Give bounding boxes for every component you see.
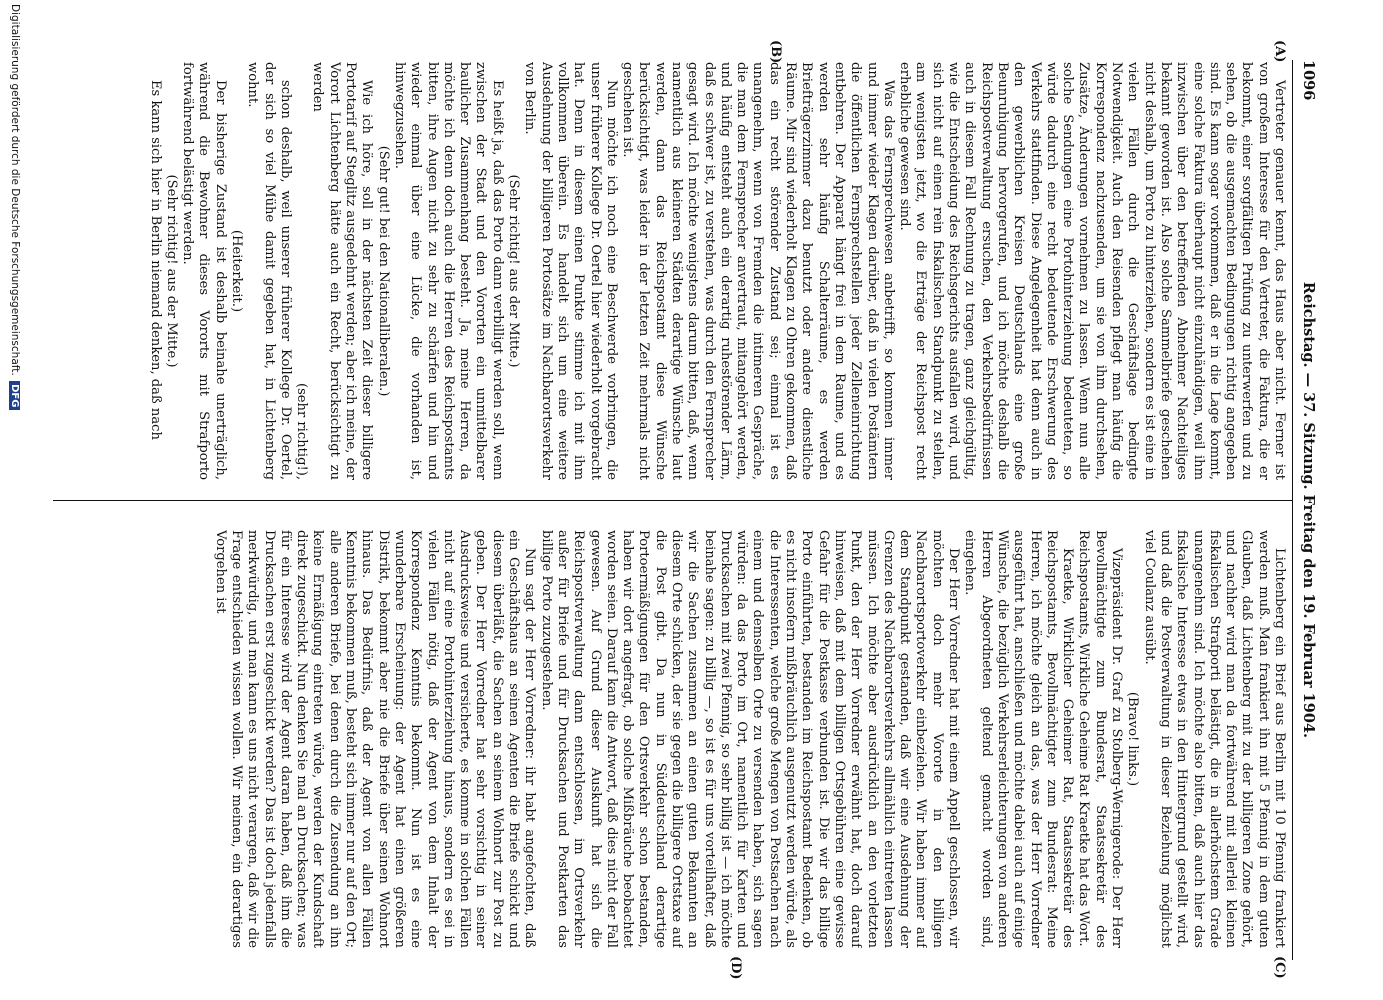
left-paragraph: schon deshalb, weil unserer früherer Kollege Dr. Oertel, der sich so viel Mühe damit gegeben hat, in Lichtenberg wohnt. [245,62,293,480]
page-header [1295,60,1317,960]
footer [9,4,21,410]
right-paragraph: Kraetke, Wirklicher Geheimer Rat, Staatssekretär des Reichspostamts, Bevollmächtigter zum Bundesrat: Meine Herren, ich möchte gleich an das, was der Herr Vorredner ausgeführt hat, anschließen und möchte dabei auch auf einige Wünsche, die bezüglich Verkehrserleichterungen von anderen Herren Abgeordneten geltend gemacht worden sind, eingehen. [962,530,1076,948]
left-paragraph: (Sehr richtig! aus der Mitte.) [506,174,522,368]
left-paragraph: (Sehr richtig! aus der Mitte.) [163,174,179,368]
margin-marker-b: (B) [768,40,783,64]
left-paragraph: (Heiterkeit.) [229,229,244,313]
right-paragraph: Lichtenberg ein Brief aus Berlin mit 10 Pfennig frankiert werden muß. Man frankiert ihn mit 5 Pfennig in dem guten Glauben, daß Lichtenberg mit zu der billigeren Zone gehört, und nachher wird man da fortwährend mit allerlei kleinen fiskalischen Strafporti belästigt, die in allerhöchstem Grade unangenehm sind. Ich möchte also bitten, daß auch hier das fiskalische Interesse etwas in den Hintergrund gestellt wird, und daß die Postverwaltung in dieser Beziehung möglichst viel Coulanz ausübt. [1141,530,1287,948]
dfg-logo: DFG [9,381,20,410]
left-paragraph: (Sehr gut! bei den Nationalliberalen.) [375,145,391,397]
left-paragraph: (sehr richtig!), [294,382,310,480]
column-divider [53,500,1293,501]
left-paragraph: Es heißt ja, daß das Porto dann verbilligt werden soll, wenn zwischen der Stadt und den Vororten ein unmittelbarer baulicher Zusammenhang besteht. Ja, meine Herren, da möchte ich denn doch auch die Herren des Reichspostamts bitten, ihre Augen nicht zu sehr zu schärfen und hin und wieder einmal über eine Lücke, die vorhanden ist, hinwegzusehen. [391,62,505,480]
right-paragraph: Nun sagt der Herr Vorredner: ihr habt angefochten, daß ein Geschäftshaus an seinen Agenten die Briefe schickt und diesem überläßt, die Sachen an seinem Wohnort zur Post zu geben. Der Herr Vorredner hat sehr vorsichtig in seiner Ausdrucksweise und versicherte, es komme in solchen Fällen nicht auf eine Portohinterziehung hinaus, sondern es sei in vielen Fällen nötig, daß der Agent von dem Inhalt der Korrespondenz Kenntnis bekommt. Nun ist es eine wunderbare Erscheinung: der Agent hat einen größeren Distrikt, bekommt aber nie die Briefe über seinen Wohnort hinaus. Das Bedürfnis, daß der Agent von allen Fällen Kenntnis bekommen muß, besteht sich immer nur auf den Ort; alle anderen Briefe, bei denen durch die Zusendung an ihn keine Ermäßigung eintreten würde, werden der Kundschaft direkt zugeschickt. Nun denken Sie mal an Drucksachen; was für ein Interesse wird der Agent daran haben, daß ihm die Drucksachen erst zugeschickt werden? Das ist doch jedenfalls merkwürdig, und man kann es uns nicht verargen, daß wir die Frage entschieden wissen wollen. Wir meinen, ein derartiges Vorgehen ist [212,530,538,948]
right-paragraph: (Bravo! links.) [1125,691,1141,787]
left-paragraph: Es kann sich hier in Berlin niemand denken, daß nach [147,80,163,440]
left-paragraph: Wie ich höre, soll in der nächsten Zeit dieser billigere Portotarif auf Steglitz ausgedehnt werden; aber ich meine, der Vorort Lichtenberg hätte auch ein Recht, berücksichtigt zu werden [310,62,375,480]
page-title: Reichstag. — 37. Sitzung. Freitag den 19. Februar 1904. [1300,281,1317,739]
margin-marker-d: (D) [728,956,743,980]
footer-text: Digitalisierung gefördert durch die Deutsche Forschungsgemeinschaft. [9,4,21,376]
margin-marker-a: (A) [1272,40,1287,63]
left-paragraph: Der bisherige Zustand ist deshalb beinahe unerträglich, während die Bewohner dieses Vororts mit Strafporto fortwährend belästigt werden. [180,62,228,480]
header-rule [1292,60,1293,960]
margin-marker-c: (C) [1272,956,1287,979]
right-paragraph: Vizepräsident Dr. Graf zu Stolberg-Wernigerode: Der Herr Bevollmächtigte zum Bundesrat, Staatssekretär des Reichspostamts, Wirkliche Geheime Rat Kraetke hat das Wort. [1076,530,1125,948]
left-paragraph: Vertreter genauer kennt, das Haus aber nicht. Ferner ist von großem Interesse für den Vertreter, die Faktura, die er bekommt, einer sorgfältigen Prüfung zu unterwerfen und zu sehen, ob die ausgemachten Bedingungen richtig angegeben sind. Es kann sogar vorkommen, daß er in die Lage kommt, eine solche Faktura überhaupt nicht einzuhändigen, weil ihm inzwischen über den betreffenden Abnehmer Nachteiliges bekannt geworden ist. Also solche Sammelbriefe geschehen nicht deshalb, um Porto zu hinterziehen, sondern es ist eine in vielen Fällen durch die Geschäftslage bedingte Notwendigkeit. Auch den Reisenden pflegt man häufig die Korrespondenz nachzusenden, um sie von ihm durchsehen, Zusätze, Änderungen vornehmen zu lassen. Wenn nun alle solche Sendungen eine Portohinterziehung bedeuteten, so würde dadurch eine recht bedeutende Erschwerung des Verkehrs stattfinden. Diese Angelegenheit hat denn auch in den gewerblichen Kreisen Deutschlands eine große Beunruhigung hervorgerufen, und ich möchte deshalb die Reichspostverwaltung ersuchen, den Verkehrsbedürfnissen auch in diesem Fall Rechnung zu tragen, ganz gleichgültig, wie die Entscheidung des Reichsgerichts ausfallen wird, und sich nicht auf einen rein fiskalischen Standpunkt zu stellen, am wenigsten jetzt, wo die Erträge der Reichspost recht erhebliche gewesen sind. [897,62,1287,480]
right-column [57,530,1287,948]
left-paragraph: Nun möchte ich noch eine Beschwerde vorbringen, die unser früherer Kollege Dr. Oertel hier wiederholt vorgebracht hat. Denn in diesem einen Punkte stimme ich mit ihm vollkommen überein. Es handelt sich um eine weitere Ausdehnung der billigeren Portosätze im Nachbarortsverkehr von Berlin. [522,62,619,480]
right-paragraph: Der Herr Vorredner hat mit einem Appell geschlossen, wir möchten doch mehr Vororte in den billigen Nachbarortsportoverkehr einbeziehen. Wir haben immer auf dem Standpunkt gestanden, daß wir eine Ausdehnung der Grenzen des Nachbarortsverkehrs allmählich eintreten lassen müssen. Ich möchte aber ausdrücklich an den vorletzten Punkt, den der Herr Vorredner erwähnt hat, doch darauf hinweisen, daß mit dem billigen Ortsgebühren eine gewisse Gefahr für die Postkasse verbunden ist. Die wir das billige Porto einführten, bestanden im Reichspostamt Bedenken, ob es nicht insofern mißbräuchlich ausgenutzt werden würde, als die Interessenten, welche große Mengen von Postsachen nach einem und demselben Orte zu versenden haben, sich sagen würden: da das Porto im Ort, namentlich für Karten und Drucksachen mit zwei Pfennig, so sehr billig ist — ich möchte beinahe sagen: zu billig —, so ist es für uns vorteilhafter, daß wir die Sachen zusammen an einen guten Bekannten an diesem Orte schicken, der sie gegen die billigere Ortstaxe auf die Post gibt. Da nun in Süddeutschland derartige Portoermäßigungen für den Ortsverkehr schon bestanden, haben wir dort angefragt, ob solche Mißbräuche beobachtet worden seien. Darauf kam die Antwort, daß dies nicht der Fall gewesen. Auf Grund dieser Auskunft hat sich die Reichspostverwaltung dann entschlossen, im Ortsverkehr außer für Briefe und für Drucksachen und Postkarten das billige Porto zuzugestehen. [538,530,962,948]
left-column [57,62,1287,480]
left-paragraph: Was das Fernsprechwesen anbetrifft, so kommen immer und immer wieder Klagen darüber, daß in vielen Postämtern die öffentlichen Fernsprechstellen jeder Zelleneinrichtung entbehren. Der Apparat hängt frei in dem Raume, und es werden sehr häufig Schalterräume, es werden Briefträgerzimmer dazu benutzt oder andere dienstliche Räume. Mir sind wiederholt Klagen zu Ohren gekommen, daß das ein recht störender Zustand sei; einmal ist es unangenehm, wenn von Fremden die intimeren Gespräche, die man dem Fernsprecher anvertraut, mitangehört werden, und häufig entsteht auch ein derartig ruhestörender Lärm, daß es schwer ist, zu verstehen, was durch den Fernsprecher gesagt wird. Ich möchte wenigstens darum bitten, daß, wenn namentlich aus kleineren Städten derartige Wünsche laut werden, dann das Reichspostamt diese Wünsche berücksichtigt, was leider in der letzten Zeit mehrmals nicht geschehen ist. [620,62,896,480]
page-number: 1096 [1300,60,1317,101]
